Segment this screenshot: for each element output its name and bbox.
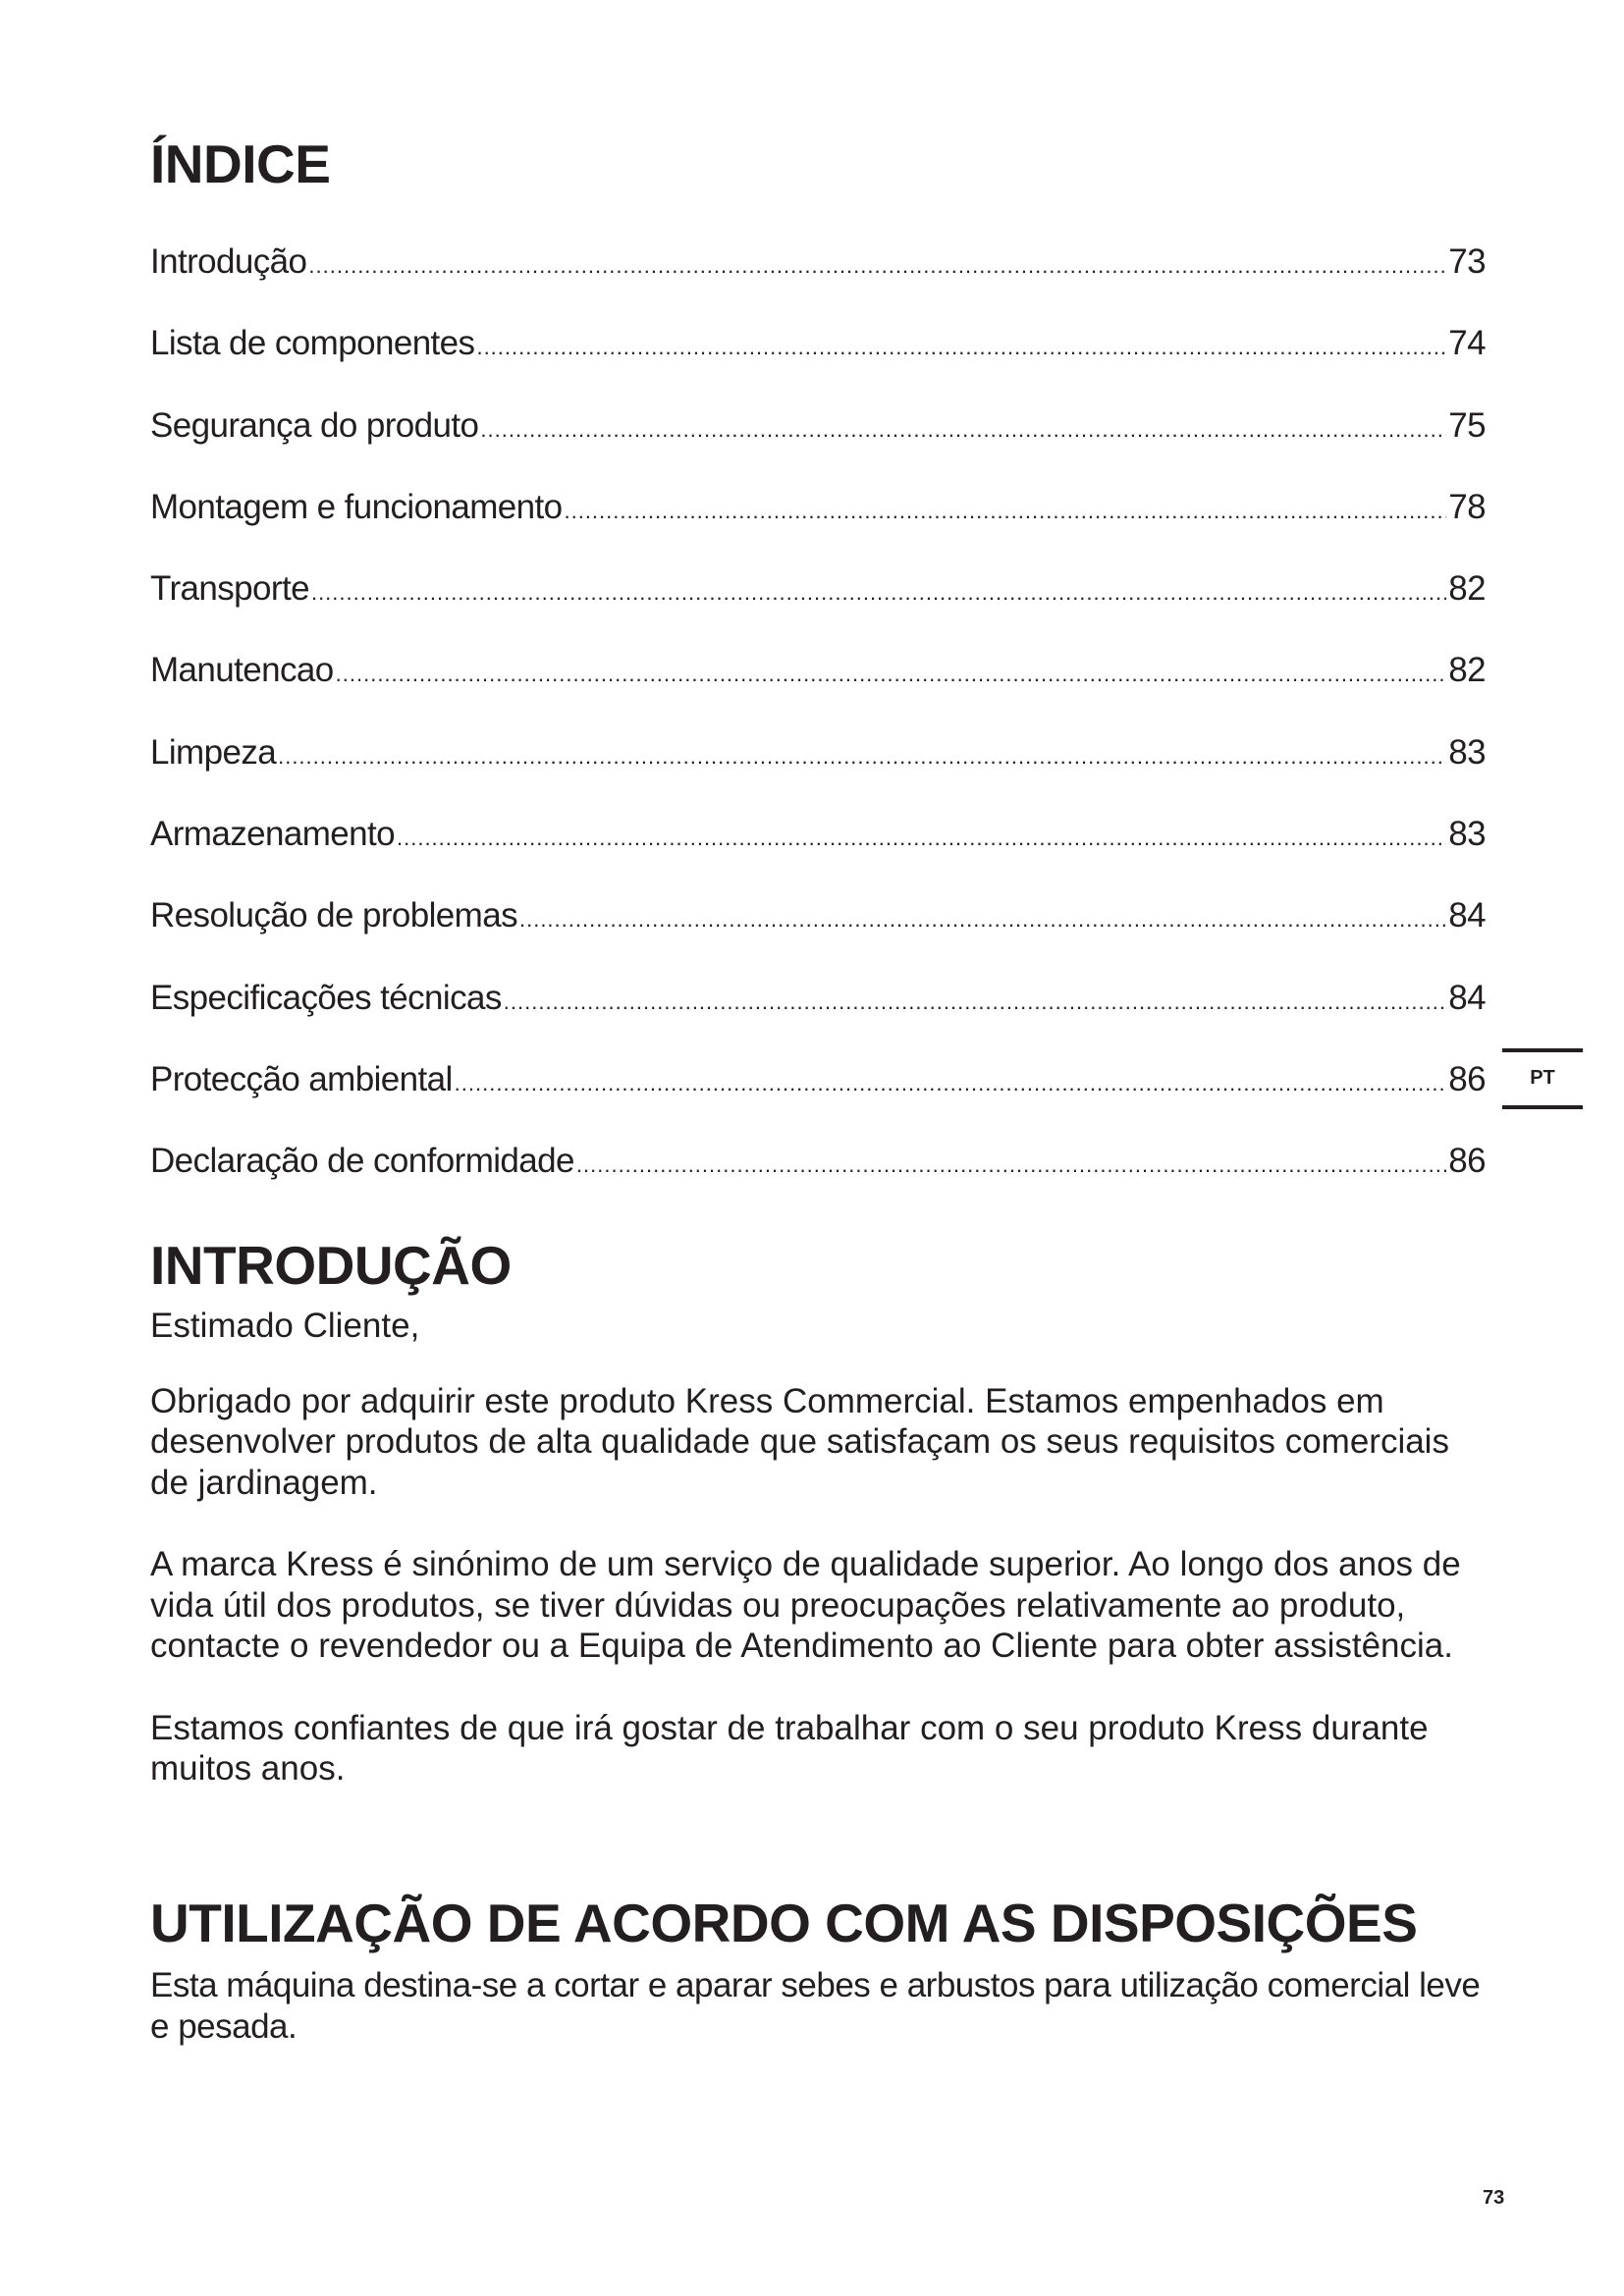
toc-entry-label: Transporte (150, 569, 309, 609)
toc-entry[interactable] (150, 896, 1486, 978)
toc-entry-label: Limpeza (150, 732, 277, 772)
toc-entry-page: 74 (1448, 324, 1486, 363)
toc-entry[interactable] (150, 324, 1486, 405)
toc-entry[interactable] (150, 569, 1486, 651)
dot-leader (504, 989, 1446, 1015)
toc-entry-page: 86 (1448, 1059, 1486, 1098)
toc-entry[interactable] (150, 1060, 1486, 1142)
toc-entry-page: 78 (1448, 487, 1486, 526)
toc-entry-page: 86 (1448, 1142, 1486, 1181)
toc-entry-label: Protecção ambiental (150, 1059, 453, 1098)
introduction-paragraph: Obrigado por adquirir este produto Kress Commercial. Estamos empenhados em desenvolver produtos de alta qualidade que satisfaçam os seus requisitos comerciais de jardinagem. (150, 1381, 1449, 1502)
toc-entry-label: Declaração de conformidade (150, 1142, 574, 1181)
toc-entry-label: Especificações técnicas (150, 978, 502, 1017)
toc-entry-label: Lista de componentes (150, 324, 475, 363)
dot-leader (564, 499, 1446, 524)
toc-entry-page: 75 (1448, 405, 1486, 445)
toc-entry-page: 84 (1448, 978, 1486, 1017)
dot-leader (308, 253, 1446, 279)
toc-entry-page: 83 (1448, 815, 1486, 854)
dot-leader (311, 580, 1446, 606)
toc-entry-page: 73 (1448, 242, 1486, 281)
toc-entry-page: 82 (1448, 651, 1486, 690)
toc-entry[interactable] (150, 1142, 1486, 1223)
language-tab-bottom-rule (1502, 1105, 1583, 1109)
toc-entry[interactable] (150, 242, 1486, 324)
toc-entry-label: Segurança do produto (150, 405, 479, 445)
language-tab-top-rule (1502, 1048, 1583, 1052)
toc-entry-label: Montagem e funcionamento (150, 487, 563, 526)
dot-leader (397, 826, 1446, 851)
toc-title: ÍNDICE (150, 133, 331, 194)
toc-entry-label: Resolução de problemas (150, 896, 517, 935)
toc-entry-label: Manutencao (150, 651, 334, 690)
dot-leader (519, 907, 1446, 933)
toc-entry[interactable] (150, 733, 1486, 815)
dot-leader (476, 335, 1446, 360)
toc-entry-label: Armazenamento (150, 815, 395, 854)
introduction-greeting: Estimado Cliente, (150, 1307, 420, 1345)
toc-entry[interactable] (150, 488, 1486, 569)
table-of-contents (150, 242, 1486, 1224)
toc-entry-page: 84 (1448, 896, 1486, 935)
toc-entry[interactable] (150, 979, 1486, 1060)
toc-entry[interactable] (150, 815, 1486, 896)
toc-entry[interactable] (150, 406, 1486, 488)
toc-entry[interactable] (150, 651, 1486, 732)
dot-leader (336, 662, 1447, 687)
intended-use-body (150, 1965, 1486, 2047)
introduction-paragraph: A marca Kress é sinónimo de um serviço de qualidade superior. Ao longo dos anos de vida útil dos produtos, se tiver dúvidas ou preocupações relativamente ao produto, contacte o revendedor ou a Equipa de Atendimento ao Cliente para obter assistência. (150, 1545, 1461, 1665)
introduction-body (150, 1306, 1486, 1831)
toc-entry-page: 83 (1448, 732, 1486, 772)
language-tab (1502, 1048, 1583, 1107)
language-code: PT (1530, 1067, 1555, 1089)
page-number: 73 (1483, 2187, 1505, 2209)
dot-leader (576, 1152, 1446, 1178)
toc-entry-label: Introdução (150, 242, 307, 281)
dot-leader (278, 744, 1446, 770)
introduction-paragraph: Estamos confiantes de que irá gostar de trabalhar com o seu produto Kress durante muitos anos. (150, 1708, 1429, 1788)
intended-use-heading: UTILIZAÇÃO DE ACORDO COM AS DISPOSIÇÕES (150, 1893, 1418, 1953)
toc-entry-page: 82 (1448, 569, 1486, 609)
dot-leader (480, 417, 1446, 443)
dot-leader (455, 1071, 1447, 1096)
intended-use-text: Esta máquina destina-se a cortar e aparar sebes e arbustos para utilização comercial leve e pesada. (150, 1966, 1481, 2046)
introduction-heading: INTRODUÇÃO (150, 1235, 512, 1296)
